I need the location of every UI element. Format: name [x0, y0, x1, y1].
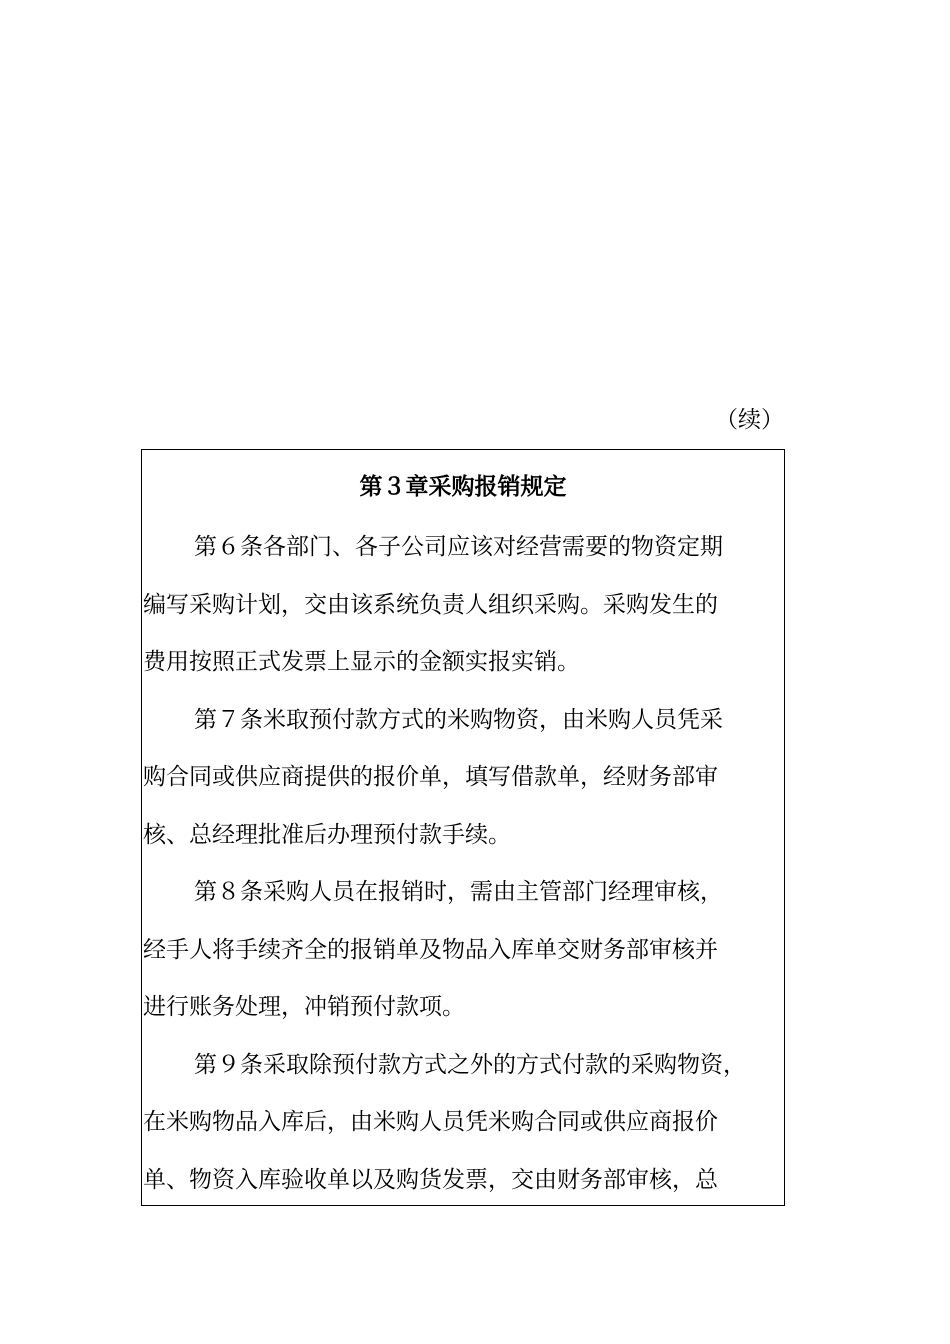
- article-line: 第９条采取除预付款方式之外的方式付款的采购物资，: [194, 1052, 746, 1078]
- article-line: 第７条米取预付款方式的米购物资，由米购人员凭采: [194, 707, 723, 733]
- article-line: 第６条各部门、各子公司应该对经营需要的物资定期: [194, 534, 723, 560]
- article-line: 核、总经理批准后办理预付款手续。: [143, 822, 511, 848]
- article-line: 单、物资入库验收单以及购货发票，交由财务部审核，总: [143, 1167, 718, 1193]
- article-line: 购合同或供应商提供的报价单，填写借款单，经财务部审: [143, 764, 718, 790]
- article-line: 费用按照正式发票上显示的金额实报实销。: [143, 649, 580, 675]
- article-line: 第８条采购人员在报销时，需由主管部门经理审核，: [194, 879, 723, 905]
- section-title: 第３章采购报销规定: [359, 473, 567, 500]
- article-line: 在米购物品入库后，由米购人员凭米购合同或供应商报价: [143, 1109, 718, 1135]
- article-line: 经手人将手续齐全的报销单及物品入库单交财务部审核并: [143, 937, 718, 963]
- continued-label: （续）: [715, 407, 784, 433]
- article-line: 编写采购计划，交由该系统负责人组织采购。采购发生的: [143, 592, 718, 618]
- regulation-box: [141, 449, 785, 1206]
- article-line: 进行账务处理，冲销预付款项。: [143, 994, 465, 1020]
